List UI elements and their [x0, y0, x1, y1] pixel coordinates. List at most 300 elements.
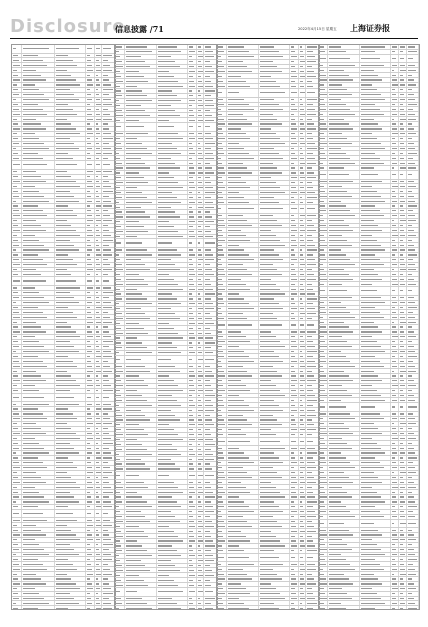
cell-text-placeholder: [260, 429, 271, 430]
cell-text-placeholder: [23, 287, 35, 288]
cell-text-placeholder: [218, 375, 225, 376]
cell-text-placeholder: [189, 375, 195, 376]
cell-text-placeholder: [87, 513, 91, 514]
cell-text-placeholder: [103, 254, 112, 255]
table-cell: [55, 263, 86, 267]
table-cell: [299, 340, 307, 344]
cell-text-placeholder: [307, 92, 315, 93]
table-cell: [299, 228, 307, 232]
cell-text-placeholder: [23, 317, 48, 318]
cell-text-placeholder: [205, 333, 211, 334]
table-cell: [12, 606, 22, 610]
table-cell: [95, 122, 103, 126]
cell-text-placeholder: [260, 51, 278, 52]
table-cell: [197, 364, 205, 368]
cell-text-placeholder: [300, 429, 305, 430]
table-cell: [12, 394, 22, 402]
cell-text-placeholder: [307, 220, 312, 221]
table-cell: [217, 89, 227, 97]
table-cell: [12, 572, 22, 576]
cell-text-placeholder: [300, 564, 304, 565]
table-cell: [197, 297, 205, 301]
cell-text-placeholder: [300, 143, 305, 144]
table-cell: [12, 107, 22, 111]
cell-text-placeholder: [13, 428, 18, 429]
cell-text-placeholder: [158, 90, 172, 91]
cell-text-placeholder: [205, 298, 210, 299]
cell-text-placeholder: [158, 521, 179, 522]
table-cell: [217, 446, 227, 450]
cell-text-placeholder: [205, 390, 213, 391]
table-cell: [22, 248, 55, 252]
cell-text-placeholder: [228, 390, 251, 391]
cell-text-placeholder: [218, 545, 222, 546]
cell-text-placeholder: [291, 341, 296, 342]
table-cell: [197, 524, 205, 528]
cell-text-placeholder: [189, 444, 192, 445]
cell-text-placeholder: [23, 520, 48, 521]
cell-text-placeholder: [116, 463, 122, 464]
table-cell: [157, 258, 188, 262]
table-cell: [12, 359, 22, 363]
table-cell: [12, 476, 22, 480]
cell-text-placeholder: [96, 230, 100, 231]
cell-text-placeholder: [87, 501, 93, 502]
table-cell: [197, 60, 205, 64]
table-cell: [227, 350, 260, 354]
table-cell: [227, 205, 260, 213]
cell-text-placeholder: [56, 280, 76, 281]
table-cell: [55, 476, 86, 480]
table-cell: [197, 287, 205, 291]
cell-text-placeholder: [218, 569, 222, 570]
cell-text-placeholder: [23, 380, 46, 381]
cell-text-placeholder: [158, 570, 179, 571]
table-cell: [188, 321, 197, 325]
table-cell: [95, 407, 103, 411]
table-cell: [86, 446, 95, 450]
cell-text-placeholder: [158, 197, 176, 198]
table-cell: [55, 233, 86, 237]
cell-text-placeholder: [218, 215, 222, 216]
table-cell: [95, 315, 103, 319]
cell-text-placeholder: [291, 496, 297, 497]
cell-text-placeholder: [103, 452, 110, 453]
table-cell: [217, 181, 227, 185]
table-cell: [217, 428, 227, 432]
cell-text-placeholder: [116, 249, 122, 250]
table-cell: [12, 272, 22, 276]
table-cell: [22, 523, 55, 527]
cell-text-placeholder: [126, 177, 144, 178]
table-cell: [115, 428, 125, 432]
table-cell: [217, 515, 227, 519]
cell-text-placeholder: [189, 148, 193, 149]
table-cell: [157, 364, 188, 368]
table-cell: [115, 210, 125, 214]
table-cell: [299, 268, 307, 272]
cell-text-placeholder: [13, 462, 19, 463]
cell-text-placeholder: [23, 448, 44, 449]
table-cell: [290, 307, 299, 311]
table-cell: [115, 132, 125, 136]
table-cell: [197, 356, 205, 364]
cell-text-placeholder: [300, 516, 305, 517]
cell-text-placeholder: [13, 366, 20, 367]
table-cell: [12, 117, 22, 121]
cell-text-placeholder: [116, 550, 122, 551]
table-cell: [197, 346, 205, 350]
cell-text-placeholder: [158, 143, 172, 144]
table-cell: [259, 403, 290, 407]
table-cell: [115, 554, 125, 558]
cell-text-placeholder: [205, 526, 213, 527]
cell-text-placeholder: [126, 167, 150, 168]
cell-text-placeholder: [96, 269, 101, 270]
cell-text-placeholder: [260, 153, 278, 154]
cell-text-placeholder: [23, 574, 36, 575]
cell-text-placeholder: [96, 564, 99, 565]
table-cell: [55, 315, 86, 319]
brand-word: Disclosure: [10, 16, 126, 37]
table-cell: [22, 296, 55, 300]
table-cell: [22, 315, 55, 319]
table-cell: [86, 45, 95, 53]
table-cell: [115, 398, 125, 402]
cell-text-placeholder: [158, 410, 171, 411]
cell-text-placeholder: [205, 444, 214, 445]
table-cell: [217, 147, 227, 151]
table-cell: [290, 50, 299, 54]
cell-text-placeholder: [300, 501, 302, 502]
table-cell: [125, 302, 158, 306]
table-cell: [125, 147, 158, 151]
cell-text-placeholder: [189, 434, 194, 435]
table-cell: [157, 263, 188, 267]
cell-text-placeholder: [96, 191, 99, 192]
table-cell: [86, 533, 95, 537]
cell-text-placeholder: [87, 205, 90, 206]
table-cell: [115, 534, 125, 538]
table-cell: [125, 539, 158, 543]
table-cell: [22, 132, 55, 136]
cell-text-placeholder: [307, 298, 316, 299]
table-cell: [55, 248, 86, 252]
cell-text-placeholder: [291, 557, 295, 558]
cell-text-placeholder: [260, 143, 284, 144]
cell-text-placeholder: [218, 182, 223, 183]
cell-text-placeholder: [228, 92, 240, 93]
cell-text-placeholder: [218, 71, 225, 72]
table-cell: [290, 433, 299, 437]
table-cell: [299, 317, 307, 321]
table-cell: [227, 181, 260, 185]
cell-text-placeholder: [228, 467, 243, 468]
table-cell: [86, 456, 95, 460]
table-cell: [299, 515, 307, 519]
cell-text-placeholder: [218, 472, 224, 473]
cell-text-placeholder: [307, 215, 316, 216]
table-cell: [115, 253, 125, 257]
table-cell: [259, 224, 290, 228]
cell-text-placeholder: [96, 356, 102, 357]
cell-text-placeholder: [228, 324, 252, 325]
cell-text-placeholder: [205, 95, 210, 96]
cell-text-placeholder: [103, 119, 111, 120]
table-cell: [125, 205, 158, 209]
table-cell: [86, 122, 95, 126]
table-cell: [227, 142, 260, 146]
cell-text-placeholder: [116, 371, 123, 372]
table-cell: [217, 398, 227, 402]
cell-text-placeholder: [189, 560, 192, 561]
cell-text-placeholder: [13, 336, 17, 337]
cell-text-placeholder: [158, 359, 171, 360]
table-cell: [115, 356, 125, 364]
cell-text-placeholder: [13, 181, 20, 182]
table-cell: [299, 277, 307, 281]
cell-text-placeholder: [56, 94, 75, 95]
cell-text-placeholder: [96, 534, 100, 535]
table-cell: [157, 583, 188, 587]
cell-text-placeholder: [198, 242, 200, 243]
cell-text-placeholder: [23, 534, 46, 535]
cell-text-placeholder: [260, 128, 271, 129]
table-cell: [290, 137, 299, 141]
table-cell: [290, 132, 299, 136]
cell-text-placeholder: [23, 307, 38, 308]
table-cell: [55, 194, 86, 198]
table-cell: [95, 436, 103, 440]
table-cell: [299, 195, 307, 199]
cell-text-placeholder: [218, 148, 223, 149]
cell-text-placeholder: [205, 516, 210, 517]
cell-text-placeholder: [56, 501, 79, 502]
table-cell: [197, 215, 205, 219]
table-cell: [290, 112, 299, 116]
table-cell: [259, 277, 290, 281]
cell-text-placeholder: [87, 70, 93, 71]
table-cell: [217, 302, 227, 306]
cell-text-placeholder: [126, 501, 147, 502]
cell-text-placeholder: [307, 153, 312, 154]
cell-text-placeholder: [218, 123, 225, 124]
cell-text-placeholder: [158, 153, 181, 154]
table-cell: [188, 472, 197, 480]
cell-text-placeholder: [116, 242, 121, 243]
table-cell: [12, 597, 22, 601]
cell-text-placeholder: [56, 336, 81, 337]
table-cell: [12, 330, 22, 334]
table-cell: [188, 60, 197, 64]
cell-text-placeholder: [56, 472, 67, 473]
table-cell: [227, 495, 260, 499]
cell-text-placeholder: [205, 575, 213, 576]
table-cell: [95, 577, 103, 581]
cell-text-placeholder: [87, 280, 92, 281]
table-cell: [95, 592, 103, 596]
cell-text-placeholder: [291, 249, 294, 250]
cell-text-placeholder: [116, 177, 121, 178]
cell-text-placeholder: [260, 167, 277, 168]
cell-text-placeholder: [205, 555, 212, 556]
cell-text-placeholder: [205, 289, 213, 290]
cell-text-placeholder: [218, 395, 222, 396]
table-cell: [217, 549, 227, 553]
cell-text-placeholder: [198, 56, 203, 57]
cell-text-placeholder: [23, 171, 36, 172]
cell-text-placeholder: [198, 555, 202, 556]
table-cell: [115, 258, 125, 262]
cell-text-placeholder: [198, 521, 202, 522]
table-cell: [55, 58, 86, 62]
cell-text-placeholder: [13, 371, 17, 372]
cell-text-placeholder: [307, 331, 315, 332]
cell-text-placeholder: [260, 192, 284, 193]
cell-text-placeholder: [96, 138, 99, 139]
cell-text-placeholder: [56, 390, 70, 391]
table-cell: [227, 55, 260, 59]
cell-text-placeholder: [198, 76, 201, 77]
table-cell: [290, 214, 299, 218]
table-cell: [55, 359, 86, 363]
cell-text-placeholder: [56, 326, 72, 327]
table-cell: [22, 272, 55, 276]
table-cell: [197, 520, 205, 524]
table-cell: [115, 573, 125, 577]
table-cell: [115, 282, 125, 286]
table-cell: [188, 191, 197, 195]
cell-text-placeholder: [198, 580, 201, 581]
table-cell: [290, 98, 299, 102]
table-cell: [197, 559, 205, 563]
table-cell: [259, 340, 290, 344]
cell-text-placeholder: [291, 429, 297, 430]
cell-text-placeholder: [116, 608, 119, 609]
table-cell: [157, 317, 188, 321]
cell-text-placeholder: [158, 439, 182, 440]
table-cell: [299, 292, 307, 296]
table-cell: [197, 597, 205, 601]
cell-text-placeholder: [126, 56, 141, 57]
table-cell: [290, 263, 299, 267]
cell-text-placeholder: [96, 428, 99, 429]
cell-text-placeholder: [13, 186, 17, 187]
table-cell: [95, 485, 103, 489]
cell-text-placeholder: [189, 487, 194, 488]
table-cell: [125, 109, 158, 113]
table-cell: [290, 191, 299, 195]
table-cell: [299, 65, 307, 69]
table-cell: [125, 457, 158, 461]
cell-text-placeholder: [116, 182, 123, 183]
cell-text-placeholder: [218, 46, 223, 47]
table-cell: [227, 248, 260, 252]
cell-text-placeholder: [260, 457, 278, 458]
table-cell: [12, 58, 22, 62]
cell-text-placeholder: [218, 564, 221, 565]
cell-text-placeholder: [291, 336, 295, 337]
table-cell: [290, 456, 299, 460]
table-cell: [259, 549, 290, 553]
cell-text-placeholder: [126, 86, 138, 87]
cell-text-placeholder: [228, 477, 252, 478]
cell-text-placeholder: [218, 415, 222, 416]
cell-text-placeholder: [56, 191, 70, 192]
cell-text-placeholder: [103, 366, 110, 367]
cell-text-placeholder: [189, 197, 193, 198]
cell-text-placeholder: [23, 341, 40, 342]
table-cell: [157, 215, 188, 219]
table-cell: [22, 243, 55, 247]
cell-text-placeholder: [218, 274, 225, 275]
cell-text-placeholder: [205, 153, 212, 154]
table-cell: [259, 524, 290, 528]
cell-text-placeholder: [291, 540, 296, 541]
cell-text-placeholder: [56, 259, 73, 260]
cell-text-placeholder: [291, 76, 297, 77]
table-cell: [86, 557, 95, 561]
cell-text-placeholder: [23, 452, 49, 453]
cell-text-placeholder: [291, 400, 294, 401]
cell-text-placeholder: [56, 433, 76, 434]
cell-text-placeholder: [96, 210, 99, 211]
cell-text-placeholder: [205, 375, 213, 376]
cell-text-placeholder: [103, 274, 107, 275]
cell-text-placeholder: [87, 186, 93, 187]
cell-text-placeholder: [307, 457, 312, 458]
table-cell: [125, 559, 158, 563]
cell-text-placeholder: [198, 550, 201, 551]
cell-text-placeholder: [205, 90, 214, 91]
cell-text-placeholder: [198, 385, 202, 386]
table-cell: [12, 562, 22, 566]
cell-text-placeholder: [307, 496, 315, 497]
cell-text-placeholder: [56, 114, 78, 115]
cell-text-placeholder: [126, 395, 142, 396]
cell-text-placeholder: [56, 171, 67, 172]
table-cell: [197, 151, 205, 155]
table-cell: [188, 597, 197, 601]
cell-text-placeholder: [218, 284, 223, 285]
table-cell: [22, 310, 55, 314]
cell-text-placeholder: [87, 322, 93, 323]
table-cell: [217, 156, 227, 160]
table-cell: [95, 291, 103, 295]
table-cell: [217, 55, 227, 59]
cell-text-placeholder: [198, 254, 202, 255]
table-cell: [259, 161, 290, 165]
table-cell: [95, 112, 103, 116]
table-cell: [157, 369, 188, 373]
table-cell: [55, 379, 86, 383]
cell-text-placeholder: [260, 501, 274, 502]
table-cell: [115, 99, 125, 103]
table-cell: [227, 292, 260, 296]
cell-text-placeholder: [198, 591, 203, 592]
cell-text-placeholder: [126, 153, 152, 154]
cell-text-placeholder: [228, 361, 254, 362]
table-cell: [86, 471, 95, 475]
cell-text-placeholder: [307, 259, 314, 260]
cell-text-placeholder: [300, 569, 305, 570]
table-cell: [22, 320, 55, 324]
table-cell: [290, 418, 299, 422]
cell-text-placeholder: [300, 86, 304, 87]
table-cell: [290, 117, 299, 121]
table-cell: [125, 292, 158, 296]
table-cell: [259, 335, 290, 339]
